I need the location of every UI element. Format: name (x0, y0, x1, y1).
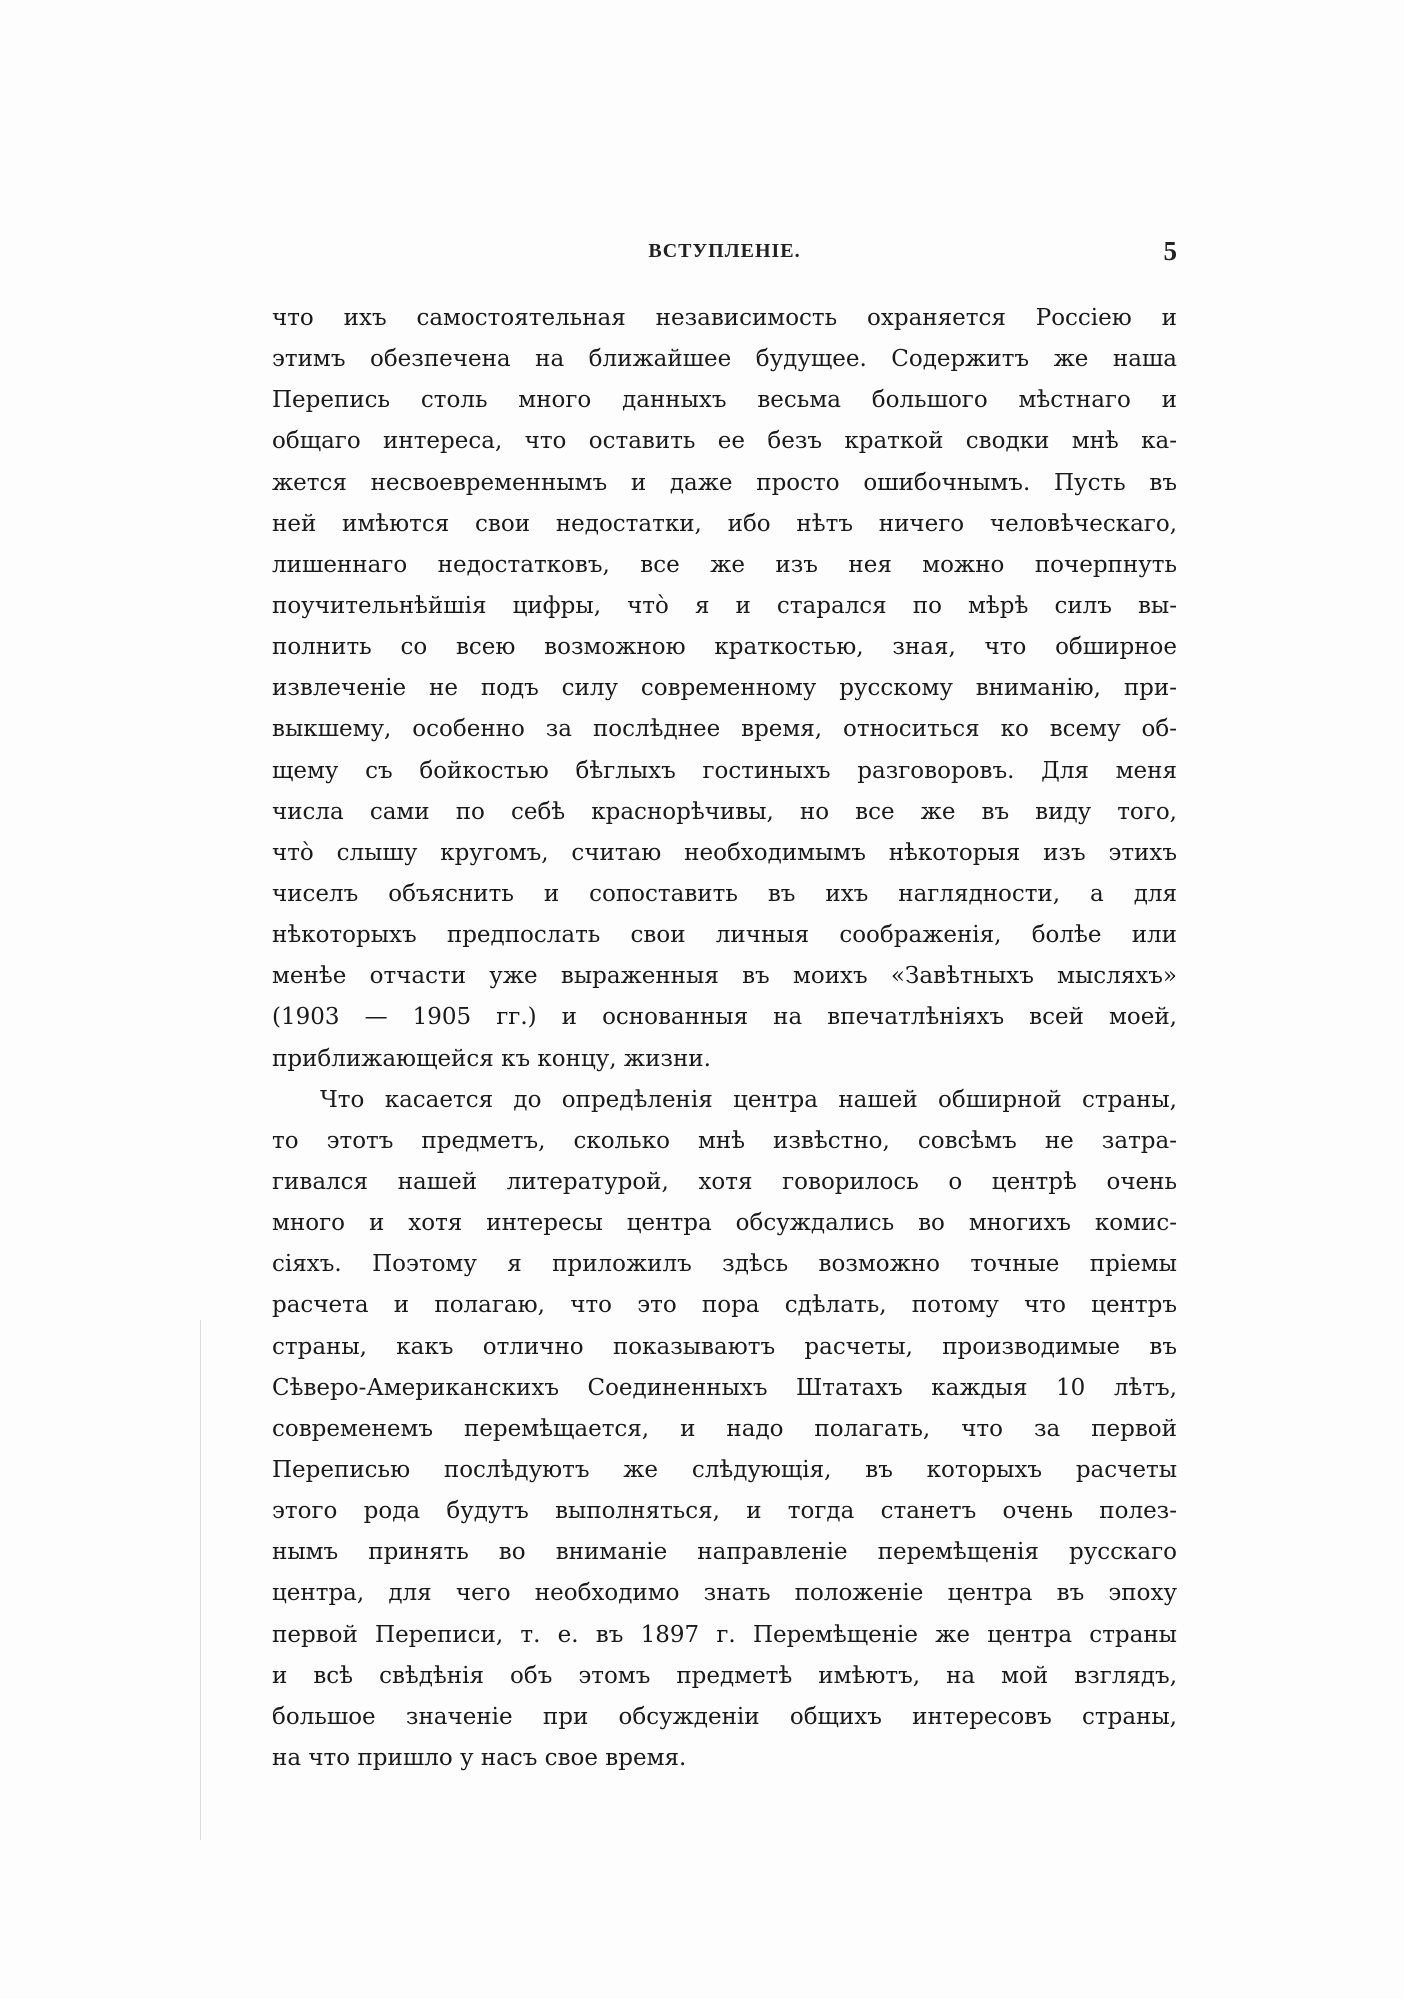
text-line: числа сами по себѣ краснорѣчивы, но все же въ виду того, (272, 798, 1177, 825)
text-line: нымъ принять во вниманіе направленіе перемѣщенія русскаго (272, 1539, 1177, 1566)
text-line: сіяхъ. Поэтому я приложилъ здѣсь возможно точные пріемы (272, 1251, 1177, 1278)
text-line: щему съ бойкостью бѣглыхъ гостиныхъ разговоровъ. Для меня (272, 757, 1177, 784)
text-line: расчета и полагаю, что это пора сдѣлать, потому что центръ (272, 1292, 1177, 1319)
text-line: центра, для чего необходимо знать положеніе центра въ эпоху (272, 1580, 1177, 1607)
text-line: и всѣ свѣдѣнія объ этомъ предметѣ имѣютъ, на мой взглядъ, (272, 1662, 1177, 1689)
text-line: что ихъ самостоятельная независимость охраняется Россіею и (272, 305, 1177, 331)
text-line: на что пришло у насъ свое время. (272, 1744, 687, 1771)
text-line: общаго интереса, что оставить ее безъ краткой сводки мнѣ ка- (272, 428, 1177, 455)
text-line: что̀ слышу кругомъ, считаю необходимымъ нѣкоторыя изъ этихъ (272, 839, 1177, 866)
text-line: то этотъ предметъ, сколько мнѣ извѣстно, совсѣмъ не затра- (272, 1127, 1177, 1154)
scan-edge-line (200, 1320, 201, 1840)
body-text (272, 298, 1177, 1779)
text-line: выкшему, особенно за послѣднее время, относиться ко всему об- (272, 716, 1177, 743)
text-line: этого рода будутъ выполняться, и тогда станетъ очень полез- (272, 1498, 1177, 1525)
text-line: большое значеніе при обсужденіи общихъ интересовъ страны, (272, 1703, 1177, 1730)
text-line: (1903 — 1905 гг.) и основанныя на впечатлѣніяхъ всей моей, (272, 1004, 1177, 1031)
text-line: Что касается до опредѣленія центра нашей обширной страны, (320, 1086, 1177, 1113)
page-number: 5 (1163, 236, 1177, 266)
running-title: ВСТУПЛЕНІЕ. (648, 240, 801, 262)
text-line: приближающейся къ концу, жизни. (272, 1045, 711, 1072)
text-line: жется несвоевременнымъ и даже просто ошибочнымъ. Пусть въ (272, 469, 1177, 496)
text-line: гивался нашей литературой, хотя говорилось о центрѣ очень (272, 1168, 1177, 1195)
text-line: поучительнѣйшія цифры, что̀ я и старался по мѣрѣ силъ вы- (272, 592, 1177, 619)
text-line: этимъ обезпечена на ближайшее будущее. Содержитъ же наша (272, 346, 1177, 373)
text-line: много и хотя интересы центра обсуждались во многихъ комис- (272, 1210, 1177, 1237)
text-line: извлеченіе не подъ силу современному русскому вниманію, при- (272, 675, 1177, 702)
text-line: ней имѣются свои недостатки, ибо нѣтъ ничего человѣческаго, (272, 510, 1177, 537)
running-head (272, 236, 1177, 276)
text-line: полнить со всею возможною краткостью, зная, что обширное (272, 634, 1177, 661)
text-line: страны, какъ отлично показываютъ расчеты, производимые въ (272, 1333, 1177, 1360)
text-line: лишеннаго недостатковъ, все же изъ нея можно почерпнуть (272, 551, 1177, 578)
text-line: Переписью послѣдуютъ же слѣдующія, въ которыхъ расчеты (272, 1456, 1177, 1483)
text-line: современемъ перемѣщается, и надо полагать, что за первой (272, 1415, 1177, 1442)
text-line: чиселъ объяснить и сопоставить въ ихъ наглядности, а для (272, 880, 1177, 907)
text-line: нѣкоторыхъ предпослать свои личныя соображенія, болѣе или (272, 922, 1177, 949)
text-line: первой Переписи, т. е. въ 1897 г. Перемѣщеніе же центра страны (272, 1621, 1177, 1648)
text-line: менѣе отчасти уже выраженныя въ моихъ «Завѣтныхъ мысляхъ» (272, 963, 1177, 990)
text-line: Перепись столь много данныхъ весьма большого мѣстнаго и (272, 387, 1177, 414)
text-line: Сѣверо-Американскихъ Соединенныхъ Штатахъ каждыя 10 лѣтъ, (272, 1374, 1177, 1401)
